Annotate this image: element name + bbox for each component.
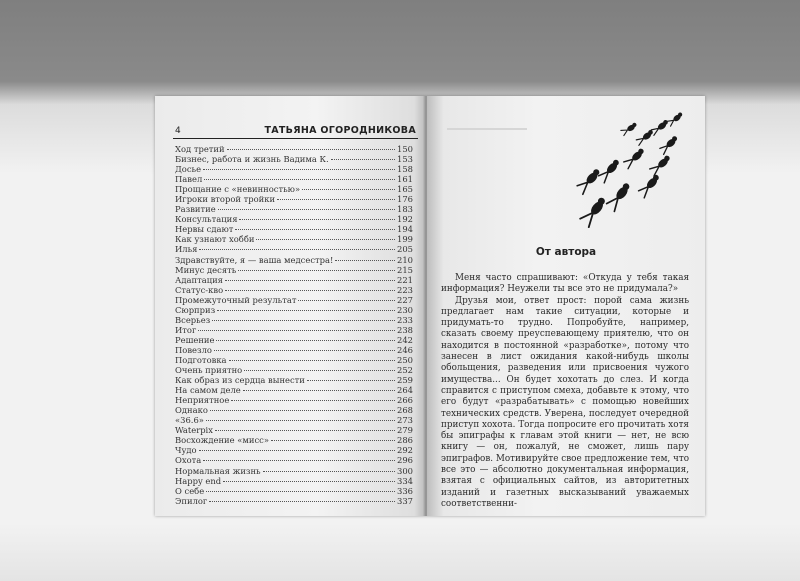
toc-entry [175,355,413,365]
toc-entry-title: Нервы сдают [175,224,234,235]
toc-entry-page: 223 [397,284,413,295]
toc-leader-dots [203,460,395,461]
toc-entry-title: Однако [175,405,208,416]
toc-leader-dots [212,320,395,321]
toc-entry-title: О себе [175,485,205,496]
toc-entry-page: 264 [397,385,413,396]
toc-entry-page: 296 [397,455,413,466]
body-text [441,273,689,510]
toc-entry [175,194,413,204]
toc-entry [175,315,413,325]
toc-entry [175,455,413,465]
toc-leader-dots [331,159,395,160]
toc-entry-title: Восхождение «мисс» [175,435,269,446]
toc-entry-page: 192 [397,214,413,225]
toc-leader-dots [217,310,395,311]
toc-entry [175,184,413,194]
toc-entry [175,154,413,164]
toc-leader-dots [243,390,395,391]
toc-entry [175,234,413,244]
toc-leader-dots [231,400,395,401]
toc-leader-dots [229,360,395,361]
toc-entry-page: 227 [397,294,413,305]
toc-entry [175,244,413,254]
toc-entry-page: 165 [397,184,413,195]
right-page [427,96,705,516]
paragraph: Меня часто спрашивают: «Откуда у тебя такая информация? Неужели ты все это не придумала?» [441,273,689,295]
toc-entry-page: 242 [397,334,413,345]
toc-entry [175,375,413,385]
page-number: 4 [175,126,181,136]
toc-entry-title: Бизнес, работа и жизнь Вадима К. [175,154,329,165]
toc-entry-title: Охота [175,455,202,466]
toc-leader-dots [206,491,395,492]
toc-entry-page: 259 [397,375,413,386]
toc-entry [175,365,413,375]
toc-entry-page: 286 [397,435,413,446]
toc-entry [175,144,413,154]
toc-entry-page: 183 [397,204,413,215]
toc-entry-title: Чудо [175,445,197,456]
toc-entry [175,204,413,214]
toc-entry-page: 210 [397,254,413,265]
toc-leader-dots [199,450,395,451]
toc-entry-title: Итог [175,324,197,335]
toc-entry [175,496,413,506]
toc-entry [175,214,413,224]
toc-entry-page: 292 [397,445,413,456]
toc-entry-title: Как образ из сердца вынести [175,375,305,386]
toc-leader-dots [335,260,395,261]
toc-entry [175,435,413,445]
toc-entry-page: 176 [397,194,413,205]
toc-entry-title: Эпилог [175,495,208,506]
toc-entry [175,305,413,315]
toc-leader-dots [204,179,395,180]
toc-leader-dots [227,149,395,150]
toc-entry [175,425,413,435]
toc-entry-title: Как узнают хобби [175,234,255,245]
toc-leader-dots [203,169,395,170]
toc-entry-page: 161 [397,174,413,185]
toc-entry [175,285,413,295]
toc-leader-dots [256,239,395,240]
toc-leader-dots [218,209,395,210]
running-header [173,126,418,139]
toc-entry-page: 233 [397,314,413,325]
toc-leader-dots [215,430,395,431]
toc-entry-title: Waterpix [175,425,213,436]
toc-entry-title: Решение [175,334,215,345]
toc-entry [175,335,413,345]
section-title: От автора [535,246,597,258]
toc-entry-page: 215 [397,264,413,275]
toc-leader-dots [198,330,395,331]
toc-entry [175,445,413,455]
toc-entry [175,415,413,425]
toc-entry-title: Промежуточный результат [175,294,297,305]
toc-entry-page: 337 [397,495,413,506]
toc-entry [175,255,413,265]
toc-entry-page: 194 [397,224,413,235]
toc-leader-dots [206,420,395,421]
toc-entry [175,476,413,486]
toc-entry-title: Всерьез [175,314,211,325]
toc-entry-title: Подготовка [175,354,227,365]
toc-entry [175,295,413,305]
toc-entry-page: 205 [397,244,413,255]
paragraph: Друзья мои, ответ прост: порой сама жизнь предлагает нам такие ситуации, которые и придумать-то трудно. Попробуйте, например, сказать своему преуспевающему приятелю, что он находится в постоянной «разработке», потому что занесен в лист ожидания какой-нибудь школы обольщения, разведения или присвоения чужого имущества... Он будет хохотать до слез. И когда справится с приступом смеха, добавьте к этому, что его будут «разрабатывать» с помощью новейших технических средств. Уверена, последует очередной приступ хохота. Тогда попросите его прочитать хотя бы эпиграфы к главам этой книги — нет, не всю книгу — он, пожалуй, не сможет, лишь пару эпиграфов. Мотивируйте свое предложение тем, что все это — абсолютно документальная информация, взятая с официальных сайтов, из авторитетных изданий и газетных высказываний уважаемых соответственни- [441,295,689,509]
toc-entry [175,174,413,184]
toc-entry-title: Повезло [175,344,212,355]
toc-leader-dots [223,481,395,482]
toc-entry-title: Развитие [175,204,216,215]
toc-entry-page: 199 [397,234,413,245]
toc-entry-page: 266 [397,395,413,406]
toc-entry [175,164,413,174]
toc-leader-dots [209,501,395,502]
toc-leader-dots [225,290,395,291]
toc-entry [175,224,413,234]
toc-entry-title: Илья [175,244,198,255]
toc-entry-page: 238 [397,324,413,335]
book-spread [155,96,705,516]
toc-entry-page: 336 [397,485,413,496]
toc-leader-dots [277,199,395,200]
toc-entry-title: Happy end [175,475,222,486]
toc-leader-dots [235,229,395,230]
toc-entry-title: Минус десять [175,264,237,275]
toc-entry [175,405,413,415]
toc-entry-title: Неприятное [175,395,230,406]
toc-leader-dots [210,410,395,411]
toc-entry-page: 246 [397,344,413,355]
toc-leader-dots [244,370,395,371]
toc-entry-title: Игроки второй тройки [175,194,276,205]
toc-entry [175,275,413,285]
toc-entry-title: «36.6» [175,415,204,426]
toc-entry-title: Ход третий [175,144,225,154]
toc-leader-dots [216,340,395,341]
toc-entry-title: Сюрприз [175,304,216,315]
toc-entry [175,385,413,395]
toc-leader-dots [214,350,395,351]
toc-entry-page: 334 [397,475,413,486]
toc-entry-title: На самом деле [175,385,241,396]
toc-entry-title: Здравствуйте, я — ваша медсестра! [175,254,334,265]
table-of-contents [175,144,413,506]
toc-leader-dots [238,270,395,271]
toc-entry [175,486,413,496]
toc-entry-title: Павел [175,174,203,185]
toc-entry-page: 273 [397,415,413,426]
toc-entry-title: Досье [175,164,202,175]
toc-entry [175,325,413,335]
toc-entry-title: Очень приятно [175,365,243,376]
toc-entry-page: 279 [397,425,413,436]
toc-entry-page: 158 [397,164,413,175]
toc-entry [175,265,413,275]
toc-entry-page: 230 [397,304,413,315]
toc-entry-title: Консультация [175,214,238,225]
toc-entry [175,466,413,476]
toc-entry-page: 221 [397,274,413,285]
toc-entry-page: 268 [397,405,413,416]
author-name: ТАТЬЯНА ОГОРОДНИКОВА [264,125,416,136]
toc-entry-page: 150 [397,144,413,154]
toc-leader-dots [298,300,395,301]
toc-entry-page: 300 [397,465,413,476]
toc-entry-title: Прощание с «невинностью» [175,184,301,195]
toc-entry [175,395,413,405]
toc-entry-page: 250 [397,354,413,365]
toc-leader-dots [225,280,395,281]
toc-entry-title: Нормальная жизнь [175,465,261,476]
toc-leader-dots [199,249,395,250]
toc-entry-title: Статус-кво [175,284,224,295]
toc-leader-dots [307,380,395,381]
toc-entry-title: Адаптация [175,274,223,285]
faded-header-line [447,128,527,130]
toc-leader-dots [239,219,395,220]
left-page [155,96,425,516]
toc-entry-page: 252 [397,365,413,376]
flying-figures-illustration [567,108,692,228]
toc-leader-dots [271,440,395,441]
toc-entry [175,345,413,355]
toc-entry-page: 153 [397,154,413,165]
toc-leader-dots [263,471,395,472]
toc-leader-dots [302,189,395,190]
